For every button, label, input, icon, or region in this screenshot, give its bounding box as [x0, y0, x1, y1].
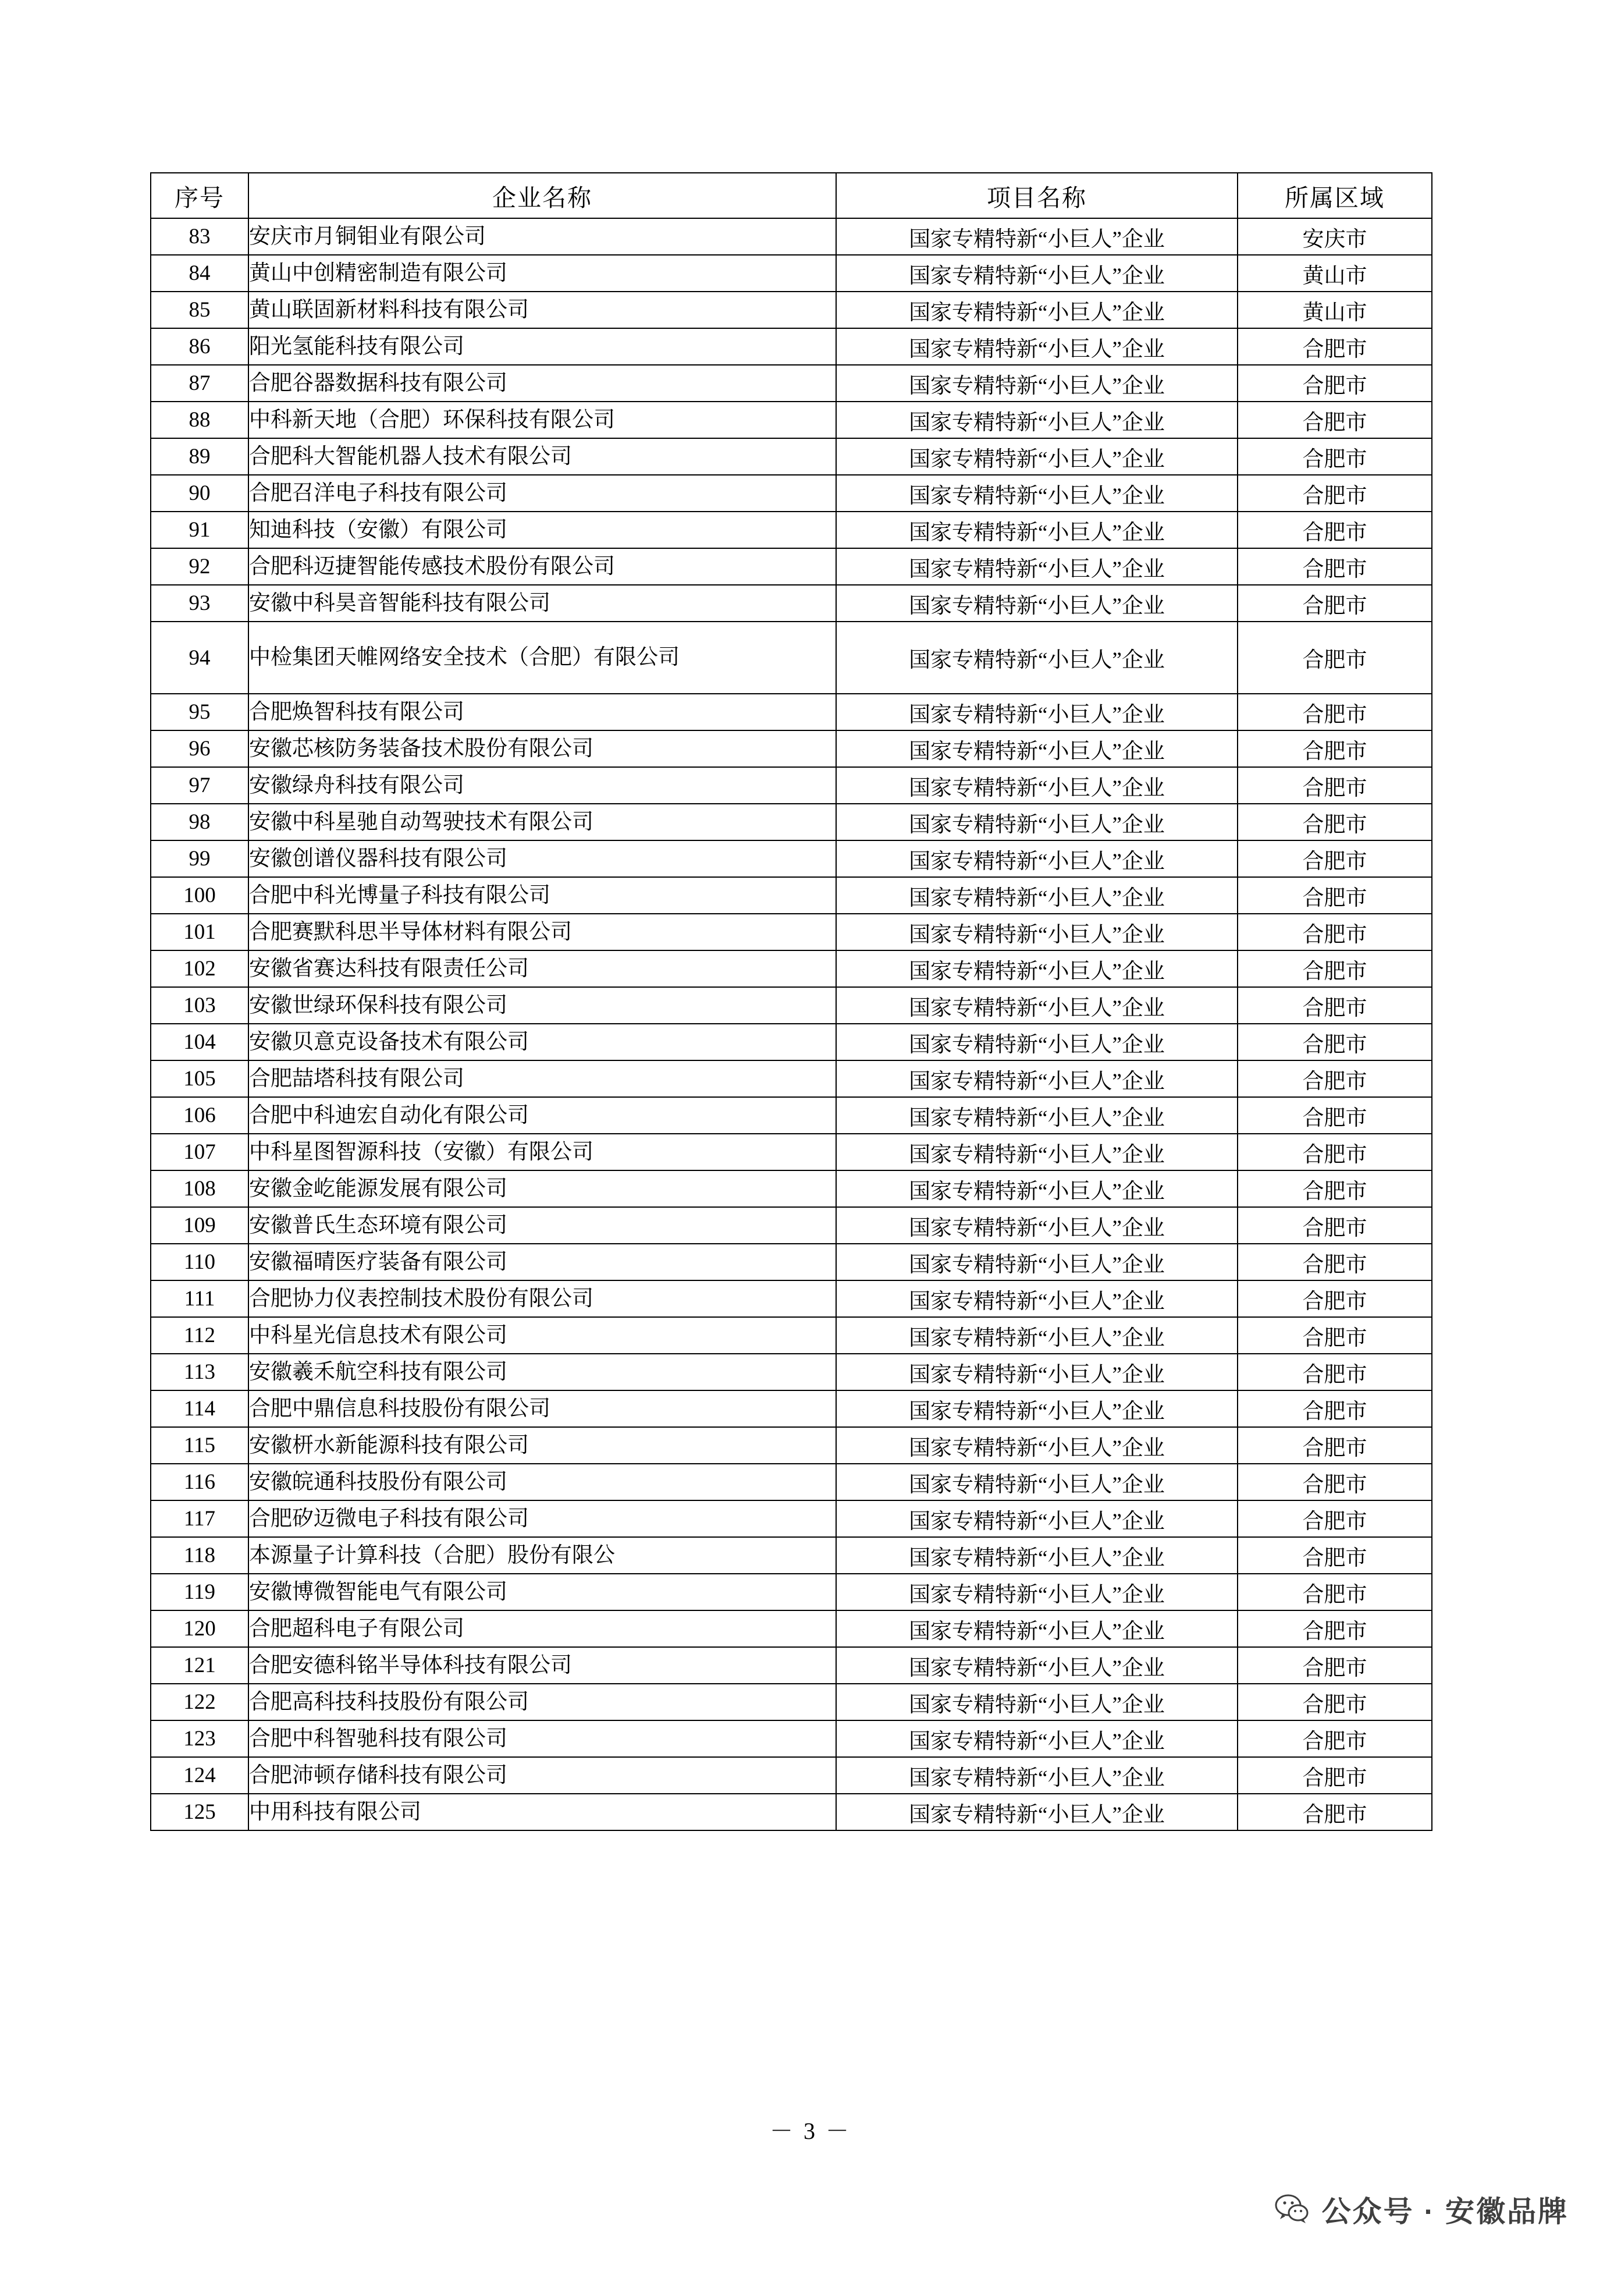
- cell-region: 合肥市: [1238, 1097, 1432, 1134]
- table-row: [151, 438, 1432, 475]
- cell-seq: 103: [151, 987, 248, 1024]
- cell-seq: 107: [151, 1134, 248, 1170]
- cell-region: 合肥市: [1238, 585, 1432, 622]
- cell-seq: 105: [151, 1060, 248, 1097]
- cell-project-name: 国家专精特新“小巨人”企业: [836, 1317, 1238, 1354]
- cell-region: 合肥市: [1238, 1280, 1432, 1317]
- cell-enterprise-name: 安徽世绿环保科技有限公司: [248, 987, 836, 1024]
- cell-seq: 122: [151, 1684, 248, 1720]
- cell-enterprise-name: 安徽金屹能源发展有限公司: [248, 1170, 836, 1207]
- table-row: [151, 475, 1432, 512]
- cell-region: 合肥市: [1238, 1427, 1432, 1464]
- cell-seq: 121: [151, 1647, 248, 1684]
- cell-enterprise-name: 安徽羲禾航空科技有限公司: [248, 1354, 836, 1390]
- table-row: [151, 255, 1432, 292]
- cell-project-name: 国家专精特新“小巨人”企业: [836, 585, 1238, 622]
- table-row: [151, 1464, 1432, 1500]
- table-row: [151, 1170, 1432, 1207]
- cell-region: 合肥市: [1238, 512, 1432, 548]
- cell-region: 合肥市: [1238, 1794, 1432, 1830]
- table-row: [151, 694, 1432, 730]
- cell-enterprise-name: 安徽博微智能电气有限公司: [248, 1574, 836, 1610]
- table-row: [151, 1720, 1432, 1757]
- table-row: [151, 1574, 1432, 1610]
- cell-seq: 85: [151, 292, 248, 328]
- cell-enterprise-name: 黄山联固新材料科技有限公司: [248, 292, 836, 328]
- table-header: [151, 173, 1432, 218]
- cell-region: 合肥市: [1238, 1757, 1432, 1794]
- table-header-row: [151, 173, 1432, 218]
- table-row: [151, 1207, 1432, 1244]
- cell-seq: 98: [151, 804, 248, 840]
- cell-enterprise-name: 合肥赛默科思半导体材料有限公司: [248, 914, 836, 950]
- table-row: [151, 1060, 1432, 1097]
- cell-project-name: 国家专精特新“小巨人”企业: [836, 1684, 1238, 1720]
- table-row: [151, 1500, 1432, 1537]
- cell-seq: 87: [151, 365, 248, 402]
- cell-enterprise-name: 合肥高科技科技股份有限公司: [248, 1684, 836, 1720]
- page-number: － 3 －: [770, 2118, 851, 2144]
- cell-region: 合肥市: [1238, 1170, 1432, 1207]
- cell-region: 合肥市: [1238, 1647, 1432, 1684]
- table-row: [151, 1647, 1432, 1684]
- cell-seq: 94: [151, 622, 248, 694]
- cell-enterprise-name: 黄山中创精密制造有限公司: [248, 255, 836, 292]
- cell-region: 合肥市: [1238, 950, 1432, 987]
- table-row: [151, 1097, 1432, 1134]
- cell-seq: 96: [151, 730, 248, 767]
- table-row: [151, 730, 1432, 767]
- cell-seq: 84: [151, 255, 248, 292]
- cell-project-name: 国家专精特新“小巨人”企业: [836, 1207, 1238, 1244]
- cell-seq: 86: [151, 328, 248, 365]
- cell-region: 黄山市: [1238, 292, 1432, 328]
- cell-seq: 114: [151, 1390, 248, 1427]
- cell-project-name: 国家专精特新“小巨人”企业: [836, 1390, 1238, 1427]
- cell-project-name: 国家专精特新“小巨人”企业: [836, 840, 1238, 877]
- cell-enterprise-name: 合肥中科光博量子科技有限公司: [248, 877, 836, 914]
- cell-region: 合肥市: [1238, 1134, 1432, 1170]
- cell-region: 合肥市: [1238, 914, 1432, 950]
- cell-region: 合肥市: [1238, 1317, 1432, 1354]
- table-row: [151, 365, 1432, 402]
- cell-enterprise-name: 中科星图智源科技（安徽）有限公司: [248, 1134, 836, 1170]
- cell-seq: 100: [151, 877, 248, 914]
- cell-project-name: 国家专精特新“小巨人”企业: [836, 987, 1238, 1024]
- cell-seq: 118: [151, 1537, 248, 1574]
- cell-enterprise-name: 安徽中科昊音智能科技有限公司: [248, 585, 836, 622]
- cell-region: 合肥市: [1238, 1390, 1432, 1427]
- table-row: [151, 292, 1432, 328]
- cell-enterprise-name: 安徽普氏生态环境有限公司: [248, 1207, 836, 1244]
- cell-enterprise-name: 合肥焕智科技有限公司: [248, 694, 836, 730]
- cell-project-name: 国家专精特新“小巨人”企业: [836, 950, 1238, 987]
- cell-enterprise-name: 合肥中科智驰科技有限公司: [248, 1720, 836, 1757]
- cell-enterprise-name: 中检集团天帷网络安全技术（合肥）有限公司: [248, 622, 836, 694]
- table-row: [151, 877, 1432, 914]
- cell-seq: 112: [151, 1317, 248, 1354]
- cell-project-name: 国家专精特新“小巨人”企业: [836, 1354, 1238, 1390]
- cell-project-name: 国家专精特新“小巨人”企业: [836, 1610, 1238, 1647]
- table-row: [151, 1794, 1432, 1830]
- cell-enterprise-name: 合肥中科迪宏自动化有限公司: [248, 1097, 836, 1134]
- cell-enterprise-name: 合肥超科电子有限公司: [248, 1610, 836, 1647]
- cell-region: 合肥市: [1238, 1537, 1432, 1574]
- cell-enterprise-name: 安庆市月铜钼业有限公司: [248, 218, 836, 255]
- cell-seq: 120: [151, 1610, 248, 1647]
- column-header-region: 所属区域: [1238, 173, 1432, 218]
- cell-region: 合肥市: [1238, 365, 1432, 402]
- cell-enterprise-name: 合肥科迈捷智能传感技术股份有限公司: [248, 548, 836, 585]
- cell-project-name: 国家专精特新“小巨人”企业: [836, 1170, 1238, 1207]
- cell-seq: 83: [151, 218, 248, 255]
- column-header-name: 企业名称: [248, 173, 836, 218]
- cell-enterprise-name: 安徽贝意克设备技术有限公司: [248, 1024, 836, 1060]
- cell-region: 黄山市: [1238, 255, 1432, 292]
- table-row: [151, 767, 1432, 804]
- cell-project-name: 国家专精特新“小巨人”企业: [836, 512, 1238, 548]
- cell-enterprise-name: 中科星光信息技术有限公司: [248, 1317, 836, 1354]
- cell-region: 合肥市: [1238, 987, 1432, 1024]
- cell-project-name: 国家专精特新“小巨人”企业: [836, 767, 1238, 804]
- cell-region: 合肥市: [1238, 1207, 1432, 1244]
- cell-seq: 119: [151, 1574, 248, 1610]
- cell-project-name: 国家专精特新“小巨人”企业: [836, 1280, 1238, 1317]
- cell-seq: 95: [151, 694, 248, 730]
- cell-project-name: 国家专精特新“小巨人”企业: [836, 1537, 1238, 1574]
- cell-seq: 93: [151, 585, 248, 622]
- cell-project-name: 国家专精特新“小巨人”企业: [836, 1574, 1238, 1610]
- cell-region: 合肥市: [1238, 475, 1432, 512]
- cell-seq: 116: [151, 1464, 248, 1500]
- cell-region: 合肥市: [1238, 402, 1432, 438]
- cell-region: 合肥市: [1238, 730, 1432, 767]
- enterprise-table-container: [150, 172, 1431, 1831]
- cell-enterprise-name: 合肥协力仪表控制技术股份有限公司: [248, 1280, 836, 1317]
- table-row: [151, 1244, 1432, 1280]
- cell-enterprise-name: 中科新天地（合肥）环保科技有限公司: [248, 402, 836, 438]
- cell-enterprise-name: 安徽创谱仪器科技有限公司: [248, 840, 836, 877]
- cell-region: 合肥市: [1238, 877, 1432, 914]
- table-row: [151, 1134, 1432, 1170]
- cell-project-name: 国家专精特新“小巨人”企业: [836, 1244, 1238, 1280]
- table-row: [151, 987, 1432, 1024]
- table-row: [151, 914, 1432, 950]
- table-row: [151, 950, 1432, 987]
- cell-region: 合肥市: [1238, 1574, 1432, 1610]
- cell-project-name: 国家专精特新“小巨人”企业: [836, 548, 1238, 585]
- table-row: [151, 1537, 1432, 1574]
- cell-enterprise-name: 合肥沛顿存储科技有限公司: [248, 1757, 836, 1794]
- cell-project-name: 国家专精特新“小巨人”企业: [836, 438, 1238, 475]
- cell-region: 合肥市: [1238, 438, 1432, 475]
- cell-region: 合肥市: [1238, 328, 1432, 365]
- cell-region: 合肥市: [1238, 767, 1432, 804]
- cell-region: 合肥市: [1238, 1464, 1432, 1500]
- cell-enterprise-name: 安徽枅水新能源科技有限公司: [248, 1427, 836, 1464]
- cell-project-name: 国家专精特新“小巨人”企业: [836, 1427, 1238, 1464]
- cell-project-name: 国家专精特新“小巨人”企业: [836, 218, 1238, 255]
- cell-project-name: 国家专精特新“小巨人”企业: [836, 1500, 1238, 1537]
- cell-enterprise-name: 安徽中科星驰自动驾驶技术有限公司: [248, 804, 836, 840]
- cell-project-name: 国家专精特新“小巨人”企业: [836, 877, 1238, 914]
- cell-seq: 89: [151, 438, 248, 475]
- cell-seq: 99: [151, 840, 248, 877]
- cell-project-name: 国家专精特新“小巨人”企业: [836, 365, 1238, 402]
- cell-seq: 91: [151, 512, 248, 548]
- cell-seq: 124: [151, 1757, 248, 1794]
- cell-project-name: 国家专精特新“小巨人”企业: [836, 1134, 1238, 1170]
- column-header-seq: 序号: [151, 173, 248, 218]
- cell-enterprise-name: 阳光氢能科技有限公司: [248, 328, 836, 365]
- cell-region: 合肥市: [1238, 694, 1432, 730]
- cell-enterprise-name: 知迪科技（安徽）有限公司: [248, 512, 836, 548]
- cell-region: 合肥市: [1238, 1684, 1432, 1720]
- cell-region: 合肥市: [1238, 840, 1432, 877]
- cell-seq: 117: [151, 1500, 248, 1537]
- enterprise-table: [150, 172, 1432, 1831]
- cell-project-name: 国家专精特新“小巨人”企业: [836, 475, 1238, 512]
- cell-project-name: 国家专精特新“小巨人”企业: [836, 1024, 1238, 1060]
- cell-seq: 104: [151, 1024, 248, 1060]
- cell-project-name: 国家专精特新“小巨人”企业: [836, 1720, 1238, 1757]
- cell-enterprise-name: 合肥喆塔科技有限公司: [248, 1060, 836, 1097]
- cell-seq: 88: [151, 402, 248, 438]
- table-row: [151, 1610, 1432, 1647]
- table-row: [151, 1280, 1432, 1317]
- cell-project-name: 国家专精特新“小巨人”企业: [836, 328, 1238, 365]
- cell-enterprise-name: 安徽皖通科技股份有限公司: [248, 1464, 836, 1500]
- table-row: [151, 1427, 1432, 1464]
- cell-project-name: 国家专精特新“小巨人”企业: [836, 694, 1238, 730]
- cell-region: 合肥市: [1238, 804, 1432, 840]
- cell-project-name: 国家专精特新“小巨人”企业: [836, 914, 1238, 950]
- cell-region: 合肥市: [1238, 1720, 1432, 1757]
- cell-enterprise-name: 合肥谷器数据科技有限公司: [248, 365, 836, 402]
- cell-seq: 90: [151, 475, 248, 512]
- table-row: [151, 218, 1432, 255]
- table-row: [151, 328, 1432, 365]
- cell-seq: 102: [151, 950, 248, 987]
- cell-enterprise-name: 合肥中鼎信息科技股份有限公司: [248, 1390, 836, 1427]
- cell-seq: 97: [151, 767, 248, 804]
- cell-enterprise-name: 中用科技有限公司: [248, 1794, 836, 1830]
- cell-enterprise-name: 合肥安德科铭半导体科技有限公司: [248, 1647, 836, 1684]
- table-row: [151, 1024, 1432, 1060]
- column-header-project: 项目名称: [836, 173, 1238, 218]
- cell-seq: 92: [151, 548, 248, 585]
- cell-region: 合肥市: [1238, 1500, 1432, 1537]
- cell-project-name: 国家专精特新“小巨人”企业: [836, 622, 1238, 694]
- cell-seq: 123: [151, 1720, 248, 1757]
- table-row: [151, 512, 1432, 548]
- cell-enterprise-name: 安徽省赛达科技有限责任公司: [248, 950, 836, 987]
- cell-enterprise-name: 合肥科大智能机器人技术有限公司: [248, 438, 836, 475]
- cell-project-name: 国家专精特新“小巨人”企业: [836, 1757, 1238, 1794]
- cell-region: 合肥市: [1238, 1024, 1432, 1060]
- cell-enterprise-name: 安徽芯核防务装备技术股份有限公司: [248, 730, 836, 767]
- cell-region: 合肥市: [1238, 548, 1432, 585]
- table-row: [151, 1684, 1432, 1720]
- cell-seq: 106: [151, 1097, 248, 1134]
- cell-project-name: 国家专精特新“小巨人”企业: [836, 1060, 1238, 1097]
- cell-project-name: 国家专精特新“小巨人”企业: [836, 1647, 1238, 1684]
- cell-region: 合肥市: [1238, 622, 1432, 694]
- cell-enterprise-name: 安徽福晴医疗装备有限公司: [248, 1244, 836, 1280]
- cell-region: 合肥市: [1238, 1244, 1432, 1280]
- table-row: [151, 622, 1432, 694]
- cell-project-name: 国家专精特新“小巨人”企业: [836, 1464, 1238, 1500]
- cell-seq: 108: [151, 1170, 248, 1207]
- table-body: [151, 218, 1432, 1830]
- cell-project-name: 国家专精特新“小巨人”企业: [836, 1794, 1238, 1830]
- cell-enterprise-name: 合肥召洋电子科技有限公司: [248, 475, 836, 512]
- watermark-text: 公众号 · 安徽品牌: [1321, 2195, 1569, 2228]
- cell-region: 合肥市: [1238, 1060, 1432, 1097]
- table-row: [151, 1317, 1432, 1354]
- cell-project-name: 国家专精特新“小巨人”企业: [836, 292, 1238, 328]
- table-row: [151, 548, 1432, 585]
- table-row: [151, 585, 1432, 622]
- cell-seq: 101: [151, 914, 248, 950]
- cell-project-name: 国家专精特新“小巨人”企业: [836, 402, 1238, 438]
- cell-seq: 111: [151, 1280, 248, 1317]
- table-row: [151, 402, 1432, 438]
- cell-region: 合肥市: [1238, 1610, 1432, 1647]
- cell-seq: 113: [151, 1354, 248, 1390]
- table-row: [151, 1354, 1432, 1390]
- cell-seq: 109: [151, 1207, 248, 1244]
- cell-project-name: 国家专精特新“小巨人”企业: [836, 1097, 1238, 1134]
- cell-seq: 125: [151, 1794, 248, 1830]
- cell-seq: 115: [151, 1427, 248, 1464]
- watermark: [1274, 2188, 1569, 2230]
- table-row: [151, 804, 1432, 840]
- cell-region: 合肥市: [1238, 1354, 1432, 1390]
- wechat-icon: [1274, 2192, 1309, 2227]
- cell-region: 安庆市: [1238, 218, 1432, 255]
- cell-enterprise-name: 合肥矽迈微电子科技有限公司: [248, 1500, 836, 1537]
- cell-project-name: 国家专精特新“小巨人”企业: [836, 255, 1238, 292]
- cell-project-name: 国家专精特新“小巨人”企业: [836, 730, 1238, 767]
- cell-enterprise-name: 本源量子计算科技（合肥）股份有限公: [248, 1537, 836, 1574]
- table-row: [151, 1390, 1432, 1427]
- cell-enterprise-name: 安徽绿舟科技有限公司: [248, 767, 836, 804]
- cell-seq: 110: [151, 1244, 248, 1280]
- table-row: [151, 840, 1432, 877]
- table-row: [151, 1757, 1432, 1794]
- cell-project-name: 国家专精特新“小巨人”企业: [836, 804, 1238, 840]
